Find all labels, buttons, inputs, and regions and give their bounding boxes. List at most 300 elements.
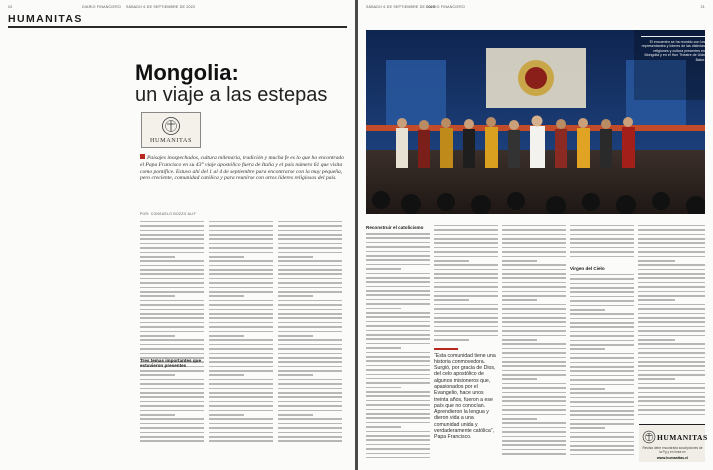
text-line bbox=[502, 225, 566, 227]
text-line bbox=[209, 313, 273, 315]
byline: POR: CONSUELO BOZZO ALIF bbox=[140, 212, 196, 216]
text-line bbox=[278, 339, 342, 341]
text-line bbox=[209, 269, 273, 271]
text-line bbox=[434, 277, 498, 279]
text-line bbox=[502, 374, 566, 376]
text-line bbox=[502, 436, 566, 438]
text-line bbox=[570, 331, 634, 333]
text-line bbox=[502, 330, 566, 332]
text-line bbox=[278, 357, 342, 359]
text-line bbox=[570, 318, 634, 320]
text-line bbox=[502, 335, 566, 337]
text-line bbox=[278, 269, 342, 271]
text-line bbox=[638, 317, 705, 319]
text-line bbox=[638, 326, 705, 328]
text-line bbox=[366, 277, 430, 279]
text-line bbox=[278, 252, 342, 254]
text-line bbox=[502, 352, 566, 354]
text-line bbox=[570, 401, 634, 403]
text-line bbox=[502, 444, 566, 446]
text-line bbox=[638, 387, 705, 389]
caption-text: El encuentro se ha reunido con los representantes y líderes de las distintas religiones y cultura presentes en Mongolia y en el Hun Theatre de Ulán Bator. bbox=[641, 40, 705, 62]
text-line bbox=[209, 260, 273, 262]
section-header bbox=[8, 13, 347, 26]
text-line bbox=[140, 392, 204, 394]
text-line bbox=[209, 317, 273, 319]
text-line bbox=[638, 247, 705, 249]
promo-text: Revista debe encontrarla suscripciones de la Pg y en línea en bbox=[642, 446, 703, 454]
text-line bbox=[140, 423, 204, 425]
text-line bbox=[366, 352, 430, 354]
text-line bbox=[140, 348, 204, 350]
text-line bbox=[638, 383, 705, 385]
text-line bbox=[434, 282, 498, 284]
text-line bbox=[502, 453, 566, 455]
text-line bbox=[638, 251, 705, 253]
section-subhead: Virgen del Cielo bbox=[570, 265, 605, 271]
promo-url-link[interactable]: www.humanitas.cl bbox=[656, 456, 689, 460]
text-line bbox=[278, 432, 342, 434]
subscription-promo bbox=[639, 424, 708, 462]
text-line bbox=[434, 264, 498, 266]
text-line bbox=[209, 247, 273, 249]
body-column-r4 bbox=[570, 222, 634, 458]
text-line bbox=[278, 370, 342, 372]
text-line bbox=[140, 225, 204, 227]
text-line bbox=[502, 422, 566, 424]
text-line bbox=[502, 313, 566, 315]
text-line bbox=[140, 265, 204, 267]
text-line bbox=[502, 392, 566, 394]
text-line bbox=[570, 242, 634, 244]
text-line bbox=[209, 410, 273, 412]
text-line bbox=[502, 339, 537, 341]
text-line bbox=[140, 374, 175, 376]
text-line bbox=[278, 313, 342, 315]
page-number: 21 bbox=[700, 5, 705, 9]
text-line bbox=[278, 383, 342, 385]
text-line bbox=[366, 422, 430, 424]
text-line bbox=[209, 440, 273, 442]
text-line bbox=[570, 423, 634, 425]
text-line bbox=[140, 256, 175, 258]
text-line bbox=[209, 392, 273, 394]
text-line bbox=[366, 308, 401, 310]
issue-date: SÁBADO 6 DE SEPTIEMBRE DE 2023 bbox=[126, 5, 196, 9]
right-page bbox=[358, 0, 713, 470]
text-line bbox=[502, 242, 566, 244]
text-line bbox=[366, 444, 430, 446]
text-line bbox=[502, 286, 566, 288]
text-line bbox=[366, 338, 430, 340]
text-line bbox=[502, 260, 537, 262]
text-line bbox=[140, 247, 204, 249]
text-line bbox=[434, 321, 498, 323]
text-line bbox=[140, 269, 204, 271]
text-line bbox=[209, 339, 273, 341]
text-line bbox=[434, 317, 498, 319]
text-line bbox=[638, 308, 705, 310]
text-line bbox=[638, 295, 705, 297]
text-line bbox=[366, 233, 430, 235]
article-lede bbox=[140, 154, 345, 182]
text-line bbox=[570, 375, 634, 377]
text-line bbox=[570, 379, 634, 381]
text-line bbox=[570, 340, 634, 342]
text-line bbox=[140, 282, 204, 284]
pull-quote-text: “Esta comunidad tiene una historia conmovedora. Surgió, por gracia de Dios, del celo apostólico de algunos misioneros que, apasionados por el Evangelio, hace unos treinta años, fueron a ese país que no conocían. Aprendieron la lengua y dieron vida a una comunidad unida y verdaderamente católica”, Papa Francisco. bbox=[434, 352, 496, 441]
text-line bbox=[502, 440, 566, 442]
text-line bbox=[209, 291, 273, 293]
text-line bbox=[366, 325, 430, 327]
text-line bbox=[366, 268, 401, 270]
text-line bbox=[434, 229, 498, 231]
crest-icon bbox=[642, 430, 656, 444]
text-line bbox=[140, 353, 204, 355]
text-line bbox=[278, 300, 342, 302]
text-line bbox=[140, 230, 204, 232]
text-line bbox=[570, 427, 605, 429]
text-line bbox=[502, 326, 566, 328]
text-line bbox=[278, 392, 342, 394]
text-line bbox=[140, 234, 204, 236]
text-line bbox=[570, 309, 605, 311]
text-line bbox=[278, 427, 342, 429]
text-line bbox=[570, 335, 634, 337]
text-line bbox=[570, 283, 634, 285]
pull-quote bbox=[434, 348, 498, 441]
text-line bbox=[434, 330, 498, 332]
text-line bbox=[140, 432, 204, 434]
text-line bbox=[366, 237, 430, 239]
text-line bbox=[638, 282, 705, 284]
text-line bbox=[278, 322, 342, 324]
section-title: HUMANITAS bbox=[8, 13, 83, 25]
text-line bbox=[434, 238, 498, 240]
text-line bbox=[434, 225, 498, 227]
text-line bbox=[140, 252, 204, 254]
text-line bbox=[502, 387, 566, 389]
text-line bbox=[638, 264, 705, 266]
newspaper-name: DIARIO FINANCIERO bbox=[82, 5, 121, 9]
text-line bbox=[638, 273, 705, 275]
logo-wordmark: HUMANITAS bbox=[149, 137, 193, 144]
text-line bbox=[570, 353, 634, 355]
text-line bbox=[278, 388, 342, 390]
text-line bbox=[140, 396, 204, 398]
text-line bbox=[366, 303, 430, 305]
text-line bbox=[502, 383, 566, 385]
text-lines bbox=[278, 221, 342, 442]
text-line bbox=[434, 286, 498, 288]
text-line bbox=[278, 287, 342, 289]
text-line bbox=[638, 242, 705, 244]
text-line bbox=[366, 264, 430, 266]
text-line bbox=[209, 366, 273, 368]
text-line bbox=[366, 255, 430, 257]
text-line bbox=[209, 309, 273, 311]
text-line bbox=[209, 331, 273, 333]
text-line bbox=[570, 370, 634, 372]
text-line bbox=[570, 313, 634, 315]
text-line bbox=[209, 344, 273, 346]
text-line bbox=[434, 273, 498, 275]
text-line bbox=[502, 343, 566, 345]
text-line bbox=[434, 260, 469, 262]
text-line bbox=[140, 273, 204, 275]
text-line bbox=[434, 291, 498, 293]
text-line bbox=[434, 256, 498, 258]
text-line bbox=[140, 331, 204, 333]
quote-accent-rule bbox=[434, 348, 458, 350]
text-line bbox=[278, 344, 342, 346]
text-line bbox=[366, 448, 430, 450]
text-line bbox=[366, 251, 430, 253]
text-line bbox=[140, 410, 204, 412]
text-line bbox=[502, 400, 566, 402]
text-line bbox=[278, 234, 342, 236]
text-line bbox=[366, 343, 430, 345]
text-line bbox=[638, 229, 705, 231]
text-line bbox=[140, 309, 204, 311]
text-line bbox=[140, 221, 204, 223]
issue-date: SÁBADO 6 DE SEPTIEMBRE DE 2023 bbox=[366, 5, 436, 9]
text-line bbox=[209, 423, 273, 425]
text-line bbox=[278, 353, 342, 355]
text-line bbox=[434, 313, 498, 315]
text-line bbox=[502, 405, 566, 407]
text-line bbox=[140, 260, 204, 262]
subhead-block bbox=[140, 355, 204, 370]
lede-text: Paisajes inospechados, cultura milenaria, tradición y mucha fe es lo que ho encontrado el Papa Francisco en su 43° viaje apostólico fuera de Italia y el país número 61 que visita como pontífice. Estuvo ahí del 1 al 4 de septiembre para encontrarse con la muy pequeña, pero creciente, comunidad católica y para reunirse con otros líderes religiosos del país. bbox=[140, 155, 344, 182]
text-line bbox=[638, 365, 705, 367]
text-line bbox=[209, 436, 273, 438]
text-line bbox=[278, 414, 313, 416]
text-line bbox=[366, 273, 430, 275]
text-line bbox=[140, 238, 204, 240]
promo-logo-wordmark: HUMANITAS bbox=[657, 433, 708, 442]
text-line bbox=[638, 348, 705, 350]
text-line bbox=[278, 335, 313, 337]
text-line bbox=[278, 440, 342, 442]
text-line bbox=[638, 378, 675, 380]
text-line bbox=[140, 440, 204, 442]
text-line bbox=[638, 291, 705, 293]
text-line bbox=[638, 234, 705, 236]
text-line bbox=[434, 242, 498, 244]
crest-icon bbox=[161, 116, 181, 136]
text-line bbox=[209, 221, 273, 223]
text-line bbox=[638, 339, 675, 341]
page-number: 20 bbox=[8, 5, 13, 9]
caption-divider bbox=[641, 36, 705, 37]
text-line bbox=[638, 374, 705, 376]
text-line bbox=[140, 414, 175, 416]
text-line bbox=[278, 405, 342, 407]
body-column-r3 bbox=[502, 222, 566, 458]
text-line bbox=[502, 282, 566, 284]
text-line bbox=[278, 331, 342, 333]
text-line bbox=[140, 304, 204, 306]
text-line bbox=[570, 366, 634, 368]
text-line bbox=[140, 339, 204, 341]
headline-title: Mongolia: bbox=[135, 60, 239, 85]
text-line bbox=[278, 225, 342, 227]
text-line bbox=[278, 221, 342, 223]
text-line bbox=[638, 343, 705, 345]
text-line bbox=[638, 286, 705, 288]
text-line bbox=[140, 243, 204, 245]
text-line bbox=[366, 417, 430, 419]
text-line bbox=[434, 304, 498, 306]
headline-subtitle: un viaje a las estepas bbox=[135, 84, 328, 106]
text-line bbox=[366, 259, 430, 261]
text-line bbox=[209, 273, 273, 275]
text-line bbox=[366, 321, 430, 323]
text-line bbox=[209, 322, 273, 324]
text-line bbox=[502, 247, 566, 249]
text-line bbox=[502, 308, 566, 310]
text-line bbox=[366, 387, 401, 389]
text-line bbox=[502, 396, 566, 398]
text-line bbox=[502, 431, 566, 433]
body-column-r2 bbox=[434, 222, 498, 344]
text-line bbox=[140, 326, 204, 328]
text-line bbox=[502, 427, 566, 429]
text-line bbox=[209, 256, 244, 258]
text-line bbox=[570, 238, 634, 240]
text-line bbox=[278, 396, 342, 398]
section-divider bbox=[8, 26, 347, 28]
text-line bbox=[366, 356, 430, 358]
text-line bbox=[638, 304, 705, 306]
text-line bbox=[502, 295, 566, 297]
text-line bbox=[570, 392, 634, 394]
text-line bbox=[278, 304, 342, 306]
text-line bbox=[209, 234, 273, 236]
text-line bbox=[570, 449, 634, 451]
text-line bbox=[140, 405, 204, 407]
text-line bbox=[434, 269, 498, 271]
text-line bbox=[278, 247, 342, 249]
text-line bbox=[278, 265, 342, 267]
text-line bbox=[570, 305, 634, 307]
text-line bbox=[278, 366, 342, 368]
lede-marker-icon bbox=[140, 154, 145, 159]
text-line bbox=[209, 357, 273, 359]
text-line bbox=[502, 409, 566, 411]
text-line bbox=[366, 347, 401, 349]
text-line bbox=[638, 313, 705, 315]
text-line bbox=[570, 326, 634, 328]
text-line bbox=[278, 260, 342, 262]
text-line bbox=[366, 369, 430, 371]
text-line bbox=[366, 365, 430, 367]
text-line bbox=[278, 401, 342, 403]
text-line bbox=[502, 361, 566, 363]
body-column-r1 bbox=[366, 222, 430, 458]
text-line bbox=[502, 264, 566, 266]
text-line bbox=[209, 361, 273, 363]
text-line bbox=[502, 378, 537, 380]
text-line bbox=[209, 374, 244, 376]
text-line bbox=[366, 316, 430, 318]
text-line bbox=[570, 247, 634, 249]
text-line bbox=[570, 225, 634, 227]
text-line bbox=[638, 260, 675, 262]
text-line bbox=[570, 388, 605, 390]
text-line bbox=[140, 291, 204, 293]
text-line bbox=[278, 317, 342, 319]
text-line bbox=[638, 414, 705, 416]
article-headline bbox=[135, 62, 345, 106]
text-line bbox=[278, 282, 342, 284]
text-line bbox=[502, 304, 566, 306]
text-line bbox=[140, 300, 204, 302]
text-line bbox=[570, 274, 634, 276]
text-line bbox=[638, 352, 705, 354]
text-line bbox=[638, 335, 705, 337]
text-line bbox=[209, 348, 273, 350]
text-line bbox=[570, 357, 634, 359]
text-line bbox=[366, 404, 430, 406]
text-line bbox=[638, 409, 705, 411]
text-line bbox=[502, 256, 566, 258]
text-line bbox=[366, 246, 430, 248]
text-line bbox=[366, 382, 430, 384]
text-line bbox=[278, 436, 342, 438]
text-line bbox=[209, 401, 273, 403]
text-line bbox=[209, 230, 273, 232]
text-line bbox=[140, 401, 204, 403]
text-line bbox=[278, 295, 313, 297]
text-line bbox=[570, 454, 634, 456]
text-line bbox=[570, 234, 634, 236]
text-line bbox=[638, 361, 705, 363]
folio-bar-right bbox=[366, 4, 705, 12]
text-line bbox=[140, 427, 204, 429]
text-line bbox=[278, 379, 342, 381]
text-line bbox=[502, 277, 566, 279]
text-line bbox=[140, 388, 204, 390]
text-line bbox=[638, 400, 705, 402]
text-line bbox=[209, 427, 273, 429]
body-column-1 bbox=[140, 218, 204, 446]
text-line bbox=[209, 405, 273, 407]
text-line bbox=[209, 414, 244, 416]
text-line bbox=[278, 243, 342, 245]
text-line bbox=[140, 313, 204, 315]
text-line bbox=[434, 326, 498, 328]
text-line bbox=[434, 335, 498, 337]
text-line bbox=[209, 238, 273, 240]
text-line bbox=[434, 234, 498, 236]
text-line bbox=[366, 435, 430, 437]
text-line bbox=[502, 321, 566, 323]
text-line bbox=[570, 251, 634, 253]
text-line bbox=[502, 251, 566, 253]
text-line bbox=[140, 383, 204, 385]
text-line bbox=[366, 439, 430, 441]
folio-bar-left bbox=[8, 4, 347, 12]
text-line bbox=[434, 247, 498, 249]
text-lines bbox=[140, 221, 204, 442]
text-line bbox=[140, 287, 204, 289]
text-line bbox=[570, 397, 634, 399]
text-line bbox=[570, 410, 634, 412]
text-line bbox=[209, 225, 273, 227]
text-line bbox=[502, 418, 537, 420]
